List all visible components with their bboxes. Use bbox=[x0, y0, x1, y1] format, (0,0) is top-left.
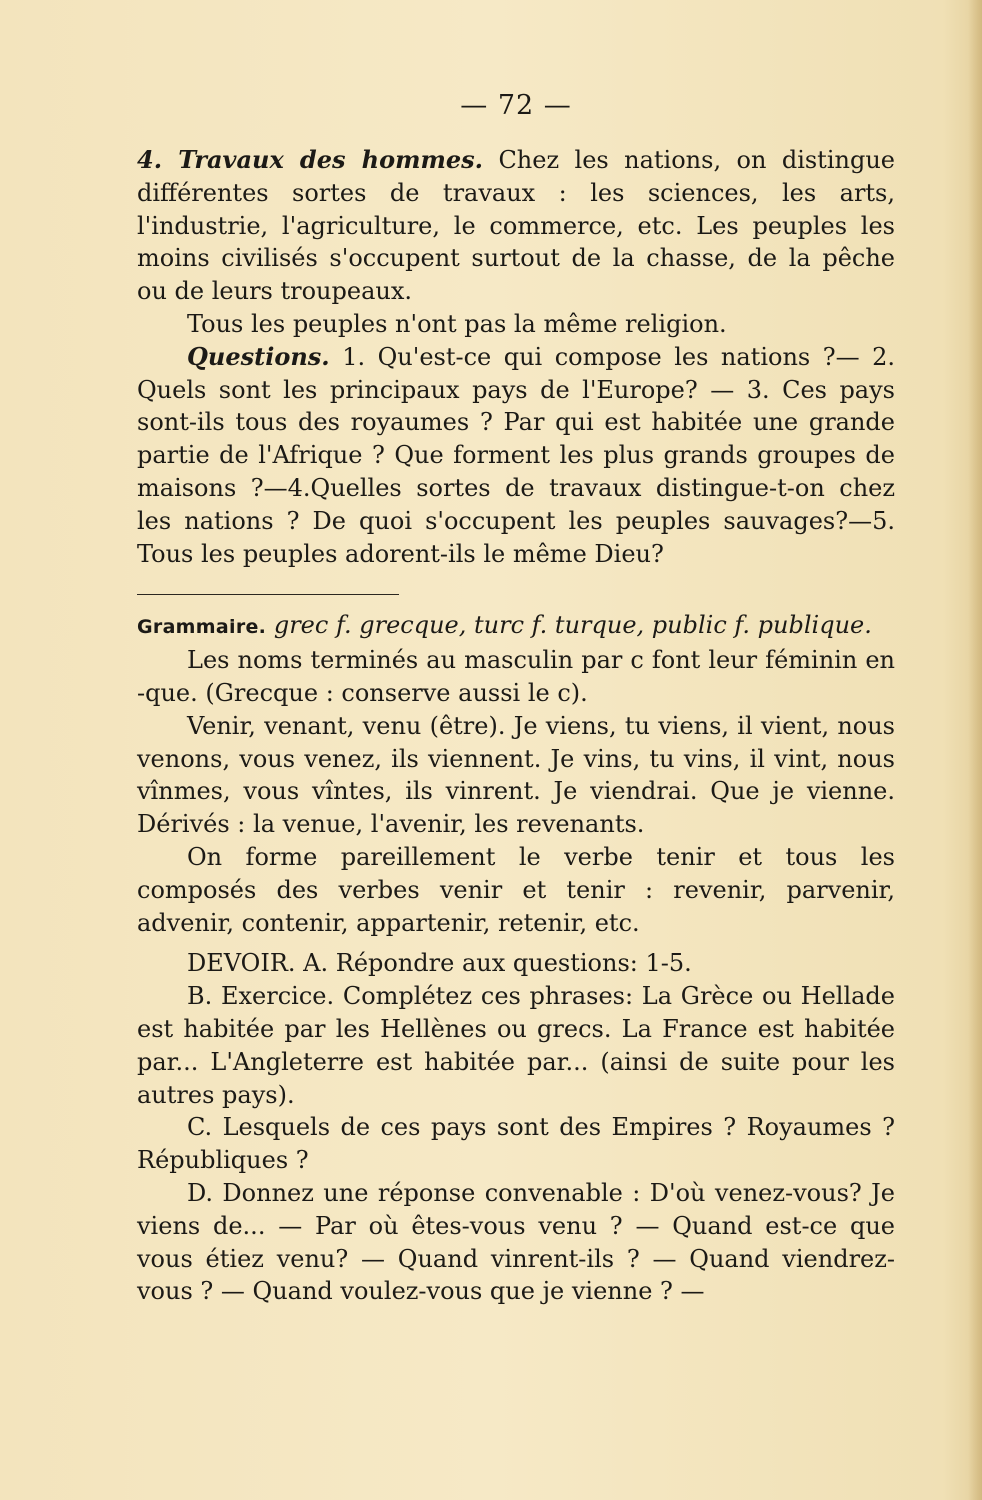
section-travaux bbox=[137, 144, 895, 308]
page-number: — 72 — bbox=[460, 90, 572, 121]
grammaire-heading-paragraph bbox=[137, 609, 895, 644]
venir-conjugation: Venir, venant, venu (être). Je viens, tu viens, il vient, nous venons, vous venez, ils viennent. Je vins, tu vins, il vint, nous vînmes, vous vîntes, ils vinrent. Je viendrai. Que je vienne. Dérivés : la venue, l'avenir, les revenants. bbox=[137, 711, 895, 839]
tenir-note: On forme pareillement le verbe tenir et tous les composés des verbes venir et tenir : revenir, parvenir, advenir, contenir, appartenir, retenir, etc. bbox=[137, 842, 895, 937]
devoir-b: B. Exercice. Complétez ces phrases: La Grèce ou Hellade est habitée par les Hellènes ou grecs. La France est habitée par... L'Angleterre est habitée par... (ainsi de suite pour les autres pays). bbox=[137, 982, 895, 1109]
section-body: Chez les nations, on distingue différentes sortes de travaux : les sciences, les arts, l'industrie, l'agriculture, le commerce, etc. Les peuples les moins civilisés s'occupent surtout de la chasse, de la pêche ou de leurs troupeaux. bbox=[137, 146, 895, 306]
page-edge bbox=[968, 0, 982, 1500]
devoir-c: C. Lesquels de ces pays sont des Empires ? Royaumes ? Républiques ? bbox=[137, 1113, 895, 1175]
grammaire-label: Grammaire. bbox=[137, 616, 267, 639]
grammaire-forms: grec f. grecque, turc f. turque, public f. publique. bbox=[273, 611, 872, 640]
questions-label: Questions. bbox=[187, 341, 330, 371]
section-heading: 4. Travaux des hommes. bbox=[137, 145, 484, 174]
questions-text: 1. Qu'est-ce qui compose les nations ?— 2. Quels sont les principaux pays de l'Europe? — 3. Ces pays sont-ils tous des royaumes ? Par qui est habitée une grande partie de l'Afrique ? Que forment les plus grands groupes de maisons ?—4.Quelles sortes de travaux distingue-t-on chez les nations ? De quoi s'occupent les peuples sauvages?—5. Tous les peuples adorent-ils le même Dieu? bbox=[137, 342, 895, 568]
grammaire-rule: Les noms terminés au masculin par c font leur féminin en -que. (Grecque : conserve aussi le c). bbox=[137, 646, 895, 707]
devoir-a: DEVOIR. A. Répondre aux questions: 1-5. bbox=[187, 949, 692, 978]
page-text bbox=[137, 86, 895, 1308]
section-divider bbox=[137, 594, 399, 595]
questions-paragraph bbox=[137, 341, 895, 571]
devoir-d: D. Donnez une réponse convenable : D'où venez-vous? Je viens de... — Par où êtes-vous venu ? — Quand est-ce que vous étiez venu? — Quand vinrent-ils ? — Quand viendrez-vous ? — Quand voulez-vous que je vienne ? — bbox=[137, 1178, 895, 1306]
religion-line: Tous les peuples n'ont pas la même religion. bbox=[187, 309, 727, 338]
